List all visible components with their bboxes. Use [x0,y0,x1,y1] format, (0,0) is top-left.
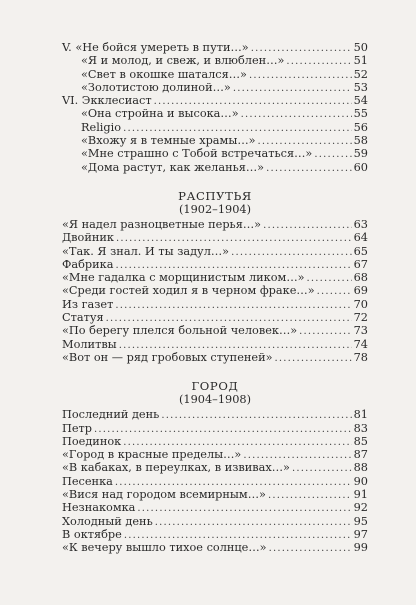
toc-entry-title: «Золотистою долиной…» [81,80,231,94]
toc-entry-title: «Мне гадалка с морщинистым ликом…» [62,271,305,285]
toc-entry-title: «В кабаках, в переулках, в извивах…» [62,461,290,475]
section-years: (1902–1904) [179,202,251,216]
toc-entry-title: V. «Не бойся умереть в пути…» [62,41,249,54]
toc-entry-title: Двойник [62,231,114,245]
toc-entry[interactable] [62,82,368,95]
toc-entry[interactable] [62,135,368,148]
toc-entry-page: 54 [353,94,368,108]
toc-entry-page: 50 [353,41,368,54]
toc-entry-page: 83 [353,421,368,435]
toc-entry-page: 92 [353,501,368,515]
toc-entry[interactable] [62,409,368,422]
toc-entry[interactable] [62,42,368,55]
toc-entry[interactable] [62,272,368,285]
dot-leader [94,424,352,436]
toc-entry-page: 56 [353,120,368,134]
toc-entry[interactable] [62,285,368,298]
toc-entry-title: «Вот он — ряд гробовых ступеней» [62,350,273,364]
toc-entry-title: «Мне страшно с Тобой встречаться…» [81,147,313,161]
toc-entry-title: Холодный день [62,514,153,528]
dot-leader [249,70,352,82]
dot-leader [317,286,352,298]
toc-entry-page: 52 [353,67,368,81]
toc-entry-page: 78 [353,350,368,364]
toc-entry-title: «Дома растут, как желанья…» [81,160,265,174]
toc-entry[interactable] [62,232,368,245]
toc-entry-title: Поединок [62,434,122,448]
dot-leader [233,83,352,95]
toc-entry-title: Песенка [62,474,113,488]
toc-entry[interactable] [62,259,368,272]
toc-entry-page: 60 [353,160,368,174]
toc-entry[interactable] [62,108,368,121]
toc-entry[interactable] [62,423,368,436]
section-heading: ГОРОД [191,379,239,394]
toc-entry[interactable] [62,529,368,542]
dot-leader [266,163,352,175]
toc-entry-title: Из газет [62,297,114,311]
toc-entry-title: «Город в красные пределы…» [62,448,242,462]
dot-leader [231,247,352,259]
toc-entry-title: «Я и молод, и свеж, и влюблен…» [81,54,285,68]
toc-entry[interactable] [62,449,368,462]
toc-entry-title: Петр [62,421,93,435]
dot-leader [115,300,351,312]
toc-entry[interactable] [62,148,368,161]
toc-entry[interactable] [62,299,368,312]
toc-entry-page: 90 [353,474,368,488]
dot-leader [299,326,351,338]
section-heading: РАСПУТЬЯ [178,188,252,203]
dot-leader [269,543,352,555]
toc-entry-title: Статуя [62,311,104,325]
toc-entry-page: 55 [353,107,368,121]
toc-entry-title: «Среди гостей ходил я в черном фраке…» [62,284,315,298]
toc-entry-page: 95 [353,514,368,528]
toc-entry-page: 81 [353,408,368,422]
toc-entry-page: 72 [353,311,368,325]
toc-entry-title: «Она стройна и высока…» [81,107,239,121]
dot-leader [116,233,352,245]
toc-entry[interactable] [62,436,368,449]
toc-entry[interactable] [62,246,368,259]
toc-entry-title: VI. Экклесиаст [62,94,152,108]
toc-entry[interactable] [62,516,368,529]
toc-entry-title: Фабрика [62,257,114,271]
toc-entry[interactable] [62,325,368,338]
toc-entry-page: 67 [353,257,368,271]
dot-leader [161,410,351,422]
toc-entry-title: «Вися над городом всемирным…» [62,488,266,502]
toc-entry-title: «Вхожу я в темные храмы…» [81,134,256,148]
toc-entry-page: 64 [353,231,368,245]
dot-leader [286,56,351,68]
section-years: (1904–1908) [179,393,251,407]
toc-entry-page: 87 [353,448,368,462]
toc-entry[interactable] [62,542,368,555]
toc-entry[interactable] [62,95,368,108]
toc-entry[interactable] [62,352,368,365]
toc-entry[interactable] [62,162,368,175]
toc-entry[interactable] [62,339,368,352]
toc-entry[interactable] [62,462,368,475]
dot-leader [155,517,352,529]
toc-entry-page: 91 [353,488,368,502]
toc-entry[interactable] [62,489,368,502]
dot-leader [263,220,352,232]
toc-entry-page: 51 [353,54,368,68]
toc-entry[interactable] [62,55,368,68]
toc-entry-page: 65 [353,244,368,258]
toc-entry-page: 74 [353,337,368,351]
toc-entry-page: 63 [353,217,368,231]
toc-entry[interactable] [62,476,368,489]
toc-entry[interactable] [62,122,368,135]
toc-entry-title: «Я надел разноцветные перья…» [62,217,262,231]
dot-leader [314,149,351,161]
toc-entry[interactable] [62,69,368,82]
toc-entry-page: 70 [353,297,368,311]
toc-entry-page: 88 [353,461,368,475]
toc-entry-title: «По берегу плелся больной человек…» [62,324,298,338]
toc-entry-title: «Свет в окошке шатался…» [81,67,247,81]
toc-entry[interactable] [62,312,368,325]
toc-entry-page: 68 [353,271,368,285]
dot-leader [292,463,352,475]
toc-entry-title: «Так. Я знал. И ты задул…» [62,244,230,258]
toc-entry-page: 97 [353,527,368,541]
dot-leader [275,353,352,365]
toc-entry-page: 58 [353,134,368,148]
dot-leader [137,503,351,515]
dot-leader [268,490,352,502]
toc-entry-title: Religio [81,120,122,134]
toc-entry-title: Незнакомка [62,501,136,515]
toc-entry-title: «К вечеру вышло тихое солнце…» [62,541,267,555]
toc-entry-page: 73 [353,324,368,338]
toc-entry[interactable] [62,219,368,232]
dot-leader [241,109,352,121]
toc-entry-page: 59 [353,147,368,161]
toc-entry[interactable] [62,502,368,515]
toc-entry-page: 69 [353,284,368,298]
toc-entry-title: В октябре [62,527,122,541]
toc-entry-title: Последний день [62,408,160,422]
toc-entry-page: 85 [353,434,368,448]
toc-entry-page: 53 [353,80,368,94]
toc-entry-page: 99 [353,541,368,555]
toc-entry-title: Молитвы [62,337,117,351]
